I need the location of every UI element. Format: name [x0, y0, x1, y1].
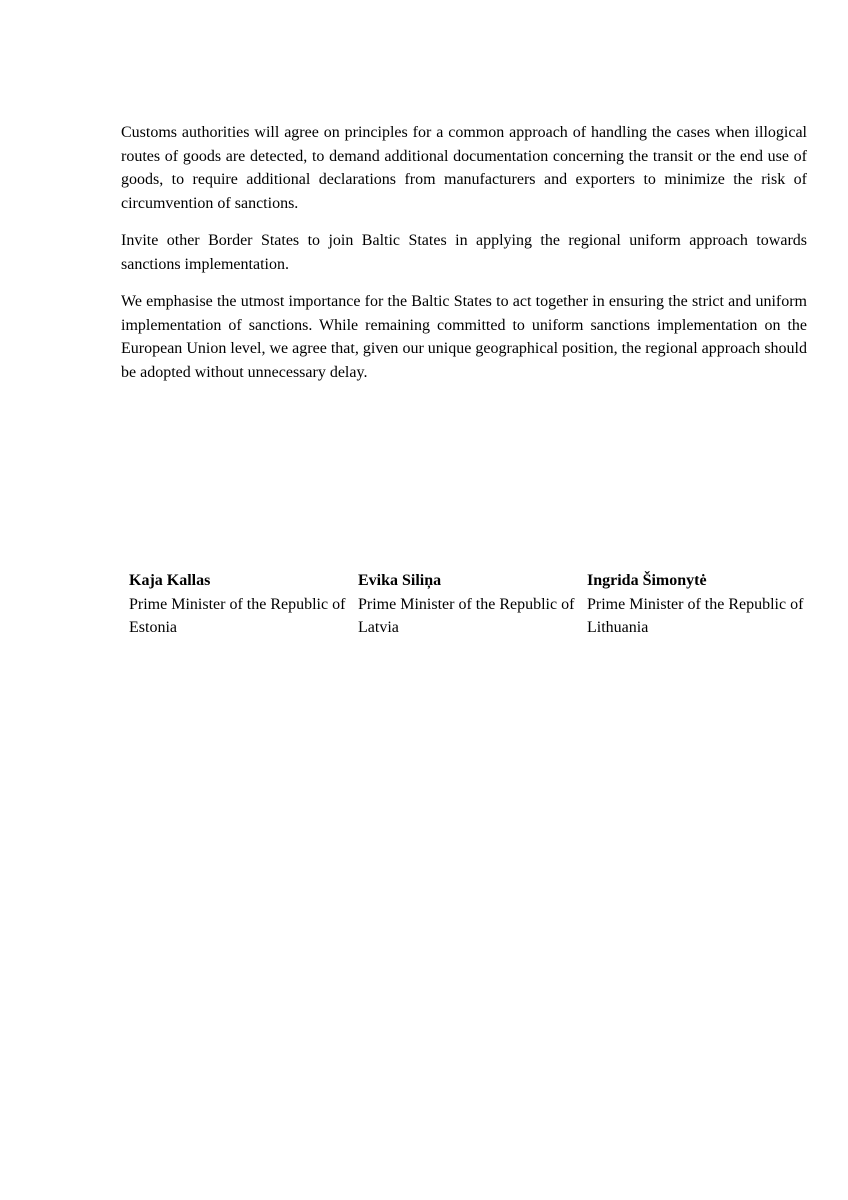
signatory-name: Kaja Kallas — [129, 572, 211, 589]
paragraph-customs-authorities: Customs authorities will agree on principles for a common approach of handling the cases when illogical routes of goods are detected, to demand additional documentation concerning the transit or the end use of goods, to require additional declarations from manufacturers and exporters to minimize the risk of circumvention of sanctions. — [121, 124, 807, 212]
signature-block — [129, 569, 819, 640]
document-body — [121, 121, 807, 398]
signatory-title: Prime Minister of the Republic of Estonia — [129, 595, 346, 636]
paragraph-emphasise-importance: We emphasise the utmost importance for the Baltic States to act together in ensuring the strict and uniform implementation of sanctions. While remaining committed to uniform sanctions implementation on the European Union level, we agree that, given our unique geographical position, the regional approach should be adopted without unnecessary delay. — [121, 293, 807, 381]
signatory-name: Evika Siliņa — [358, 572, 442, 589]
signatory-estonia — [129, 569, 358, 640]
signatory-title: Prime Minister of the Republic of Lithuania — [587, 595, 804, 636]
signatory-lithuania — [587, 569, 816, 640]
signatory-name: Ingrida Šimonytė — [587, 572, 707, 589]
paragraph-invite-border-states: Invite other Border States to join Baltic States in applying the regional uniform approach towards sanctions implementation. — [121, 232, 807, 273]
signatory-latvia — [358, 569, 587, 640]
signatory-title: Prime Minister of the Republic of Latvia — [358, 595, 575, 636]
